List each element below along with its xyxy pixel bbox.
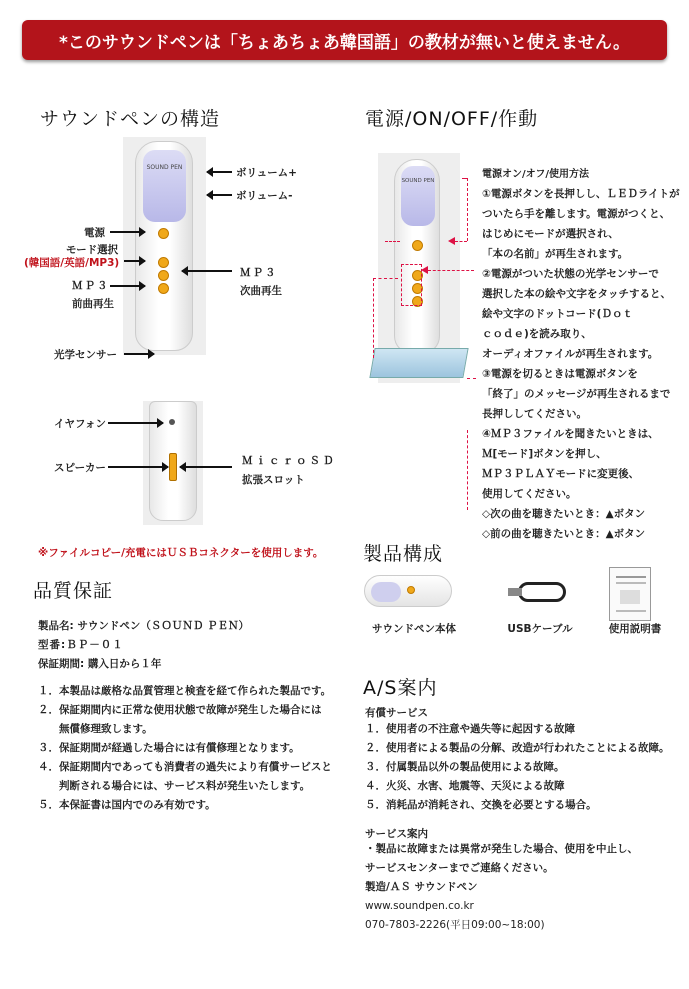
- prev-button-icon: [158, 283, 169, 294]
- warranty-info-line: 型番:ＢＰ－０１: [38, 639, 124, 651]
- pen-screen: [143, 150, 186, 222]
- speaker-slot: [169, 453, 177, 481]
- components-title: 製品構成: [363, 543, 444, 565]
- open-book-icon: [369, 348, 468, 378]
- usb-plug: [508, 588, 522, 596]
- connector-5: [467, 378, 476, 379]
- as-title: A/S案内: [363, 677, 438, 699]
- earphone-jack: [169, 419, 175, 425]
- manual-line: [616, 582, 646, 584]
- warranty-item: ２．保証期間内に正常な使用状態で故障が発生した場合には: [38, 704, 322, 716]
- paid-service-item: ５．消耗品が消耗され、交換を必要とする場合。: [365, 799, 597, 811]
- instruction-line: 絵や文字のドットコード(Ｄｏｔ: [482, 308, 633, 320]
- instruction-line: ①電源ボタンを長押しし、ＬＥＤライトが: [482, 188, 680, 200]
- component-label: サウンドペン本体: [372, 623, 456, 635]
- label-mode-sub: (韓国語/英語/MP3): [24, 257, 120, 269]
- speaker-arrow: [108, 466, 168, 468]
- connector-3v: [373, 278, 374, 358]
- pen-front-photo: [123, 137, 206, 355]
- usb-cable-loop: [518, 582, 566, 602]
- label-sensor: 光学センサー: [54, 349, 117, 361]
- instruction-line: 長押ししてください。: [482, 408, 587, 420]
- next-button-icon: [158, 270, 169, 281]
- instruction-line: ③電源を切るときは電源ボタンを: [482, 368, 638, 380]
- connector-2: [428, 270, 474, 271]
- power-instructions: [482, 166, 687, 544]
- label-speaker: スピーカー: [54, 462, 106, 474]
- volume-down-arrow: [207, 194, 232, 196]
- connector-6: [467, 430, 468, 510]
- manual-icon: [609, 567, 651, 621]
- warranty-info-line: 保証期間: 購入日から１年: [38, 658, 162, 670]
- power-arrow: [110, 231, 145, 233]
- warranty-item: ３．保証期間が経過した場合には有償修理となります。: [38, 742, 300, 754]
- instruction-line: ②電源がついた状態の光学センサーで: [482, 268, 659, 280]
- label-next-track: 次曲再生: [240, 285, 282, 297]
- connector-2-arrow: [421, 266, 428, 274]
- paid-service-list: [365, 720, 685, 815]
- warranty-item: 無償修理致します。: [38, 723, 153, 735]
- service-line: 製造/ＡＳ サウンドペン: [365, 881, 478, 893]
- label-mode: モード選択: [66, 244, 119, 256]
- warranty-info: [38, 617, 249, 674]
- mode-arrow: [124, 260, 145, 262]
- structure-title: サウンドペンの構造: [40, 108, 221, 130]
- service-info: [365, 840, 685, 935]
- instruction-line: ◇次の曲を聴きたいとき：▲ボタン: [482, 508, 646, 520]
- warranty-items: [38, 682, 358, 815]
- warranty-item: ４．保証期間内であっても消費者の過失により有償サービスと: [38, 761, 332, 773]
- mode-button-icon: [158, 257, 169, 268]
- instruction-line: 選択した本の絵や文字をタッチすると、: [482, 288, 671, 300]
- usb-note: ※ファイルコピー/充電にはＵＳＢコネクターを使用します。: [38, 547, 324, 559]
- component-label: USBケーブル: [507, 623, 573, 635]
- connector-1-arrow: [448, 237, 455, 245]
- paid-service-item: ３．付属製品以外の製品使用による故障。: [365, 761, 565, 773]
- usage-pen-screen: [401, 166, 435, 226]
- paid-service-item: １．使用者の不注意や過失等に起因する故障: [365, 723, 575, 735]
- instruction-line: 電源オン/オフ/使用方法: [482, 169, 590, 180]
- instruction-line: ＭＰ３ＰＬＡＹモードに変更後、: [482, 468, 640, 480]
- service-title: サービス案内: [365, 828, 428, 840]
- component-pen-button-icon: [407, 586, 415, 594]
- volume-up-arrow: [207, 171, 232, 173]
- connector-3h: [373, 278, 398, 279]
- instruction-line: ｃｏｄｅ)を読み取り、: [482, 328, 592, 340]
- label-microsd: ＭｉｃｒｏＳＤ: [242, 455, 337, 467]
- service-url[interactable]: www.soundpen.co.kr: [365, 900, 474, 912]
- component-pen-screen: [371, 582, 401, 602]
- label-earphone: イヤフォン: [54, 418, 106, 430]
- label-mp3-prev: ＭＰ３: [72, 280, 110, 292]
- manual-line: [616, 576, 646, 578]
- label-prev-track: 前曲再生: [72, 298, 114, 310]
- instruction-line: 「終了」のメッセージが再生されるまで: [482, 388, 671, 400]
- buttons-highlight: [401, 264, 422, 306]
- paid-service-item: ２．使用者による製品の分解、改造が行われたことによる故障。: [365, 742, 670, 754]
- paid-service-title: 有償サービス: [365, 707, 428, 719]
- earphone-arrow: [108, 422, 163, 424]
- usage-pen-body: [394, 159, 440, 354]
- warranty-item: 判断される場合には、サービス料が発生いたします。: [38, 780, 311, 792]
- label-volume-down: ボリューム-: [236, 190, 293, 202]
- warranty-item: ５．本保証書は国内でのみ有効です。: [38, 799, 216, 811]
- service-line: サービスセンターまでご連絡ください。: [365, 862, 554, 874]
- label-mp3-next: ＭＰ３: [240, 267, 278, 279]
- microsd-arrow: [180, 466, 232, 468]
- instruction-line: はじめにモードが選択され、: [482, 228, 619, 240]
- service-phone: 070-7803-2226(平日09:00~18:00): [365, 919, 545, 931]
- component-pen-image: [364, 575, 452, 607]
- warranty-item: １．本製品は厳格な品質管理と検査を経て作られた製品です。: [38, 685, 332, 697]
- label-power: 電源: [84, 227, 105, 239]
- instruction-line: ◇前の曲を聴きたいとき：▲ボタン: [482, 528, 646, 540]
- warning-banner: *このサウンドペンは「ちょあちょあ韓国語」の教材が無いと使えません。: [22, 20, 667, 60]
- pen-body: [135, 141, 193, 351]
- prev-arrow: [110, 285, 145, 287]
- next-arrow: [182, 270, 232, 272]
- power-button-icon: [158, 228, 169, 239]
- label-slot: 拡張スロット: [242, 474, 305, 486]
- instruction-line: 「本の名前」が再生されます。: [482, 248, 629, 260]
- sensor-arrow: [124, 353, 154, 355]
- pen-side-photo: [143, 401, 203, 525]
- usage-power-icon: [412, 240, 423, 251]
- service-line: ・製品に故障または異常が発生した場合、使用を中止し、: [365, 843, 638, 855]
- connector-4: [385, 241, 400, 242]
- manual-line: [616, 610, 646, 612]
- usb-cable-icon: [508, 578, 572, 606]
- warranty-info-line: 製品名: サウンドペン（ＳＯＵＮＤ ＰＥＮ）: [38, 620, 250, 632]
- connector-1v: [467, 178, 468, 241]
- paid-service-item: ４．火災、水害、地震等、天災による故障: [365, 780, 565, 792]
- warranty-title: 品質保証: [33, 580, 114, 602]
- instruction-line: ④ＭＰ３ファイルを聞きたいときは、: [482, 428, 659, 440]
- instruction-line: Ｍ[モード]ボタンを押し、: [482, 448, 607, 460]
- instruction-line: オーディオファイルが再生されます。: [482, 348, 659, 360]
- instruction-line: ついたら手を離します。電源がつくと、: [482, 208, 671, 220]
- connector-1h: [455, 241, 467, 242]
- instruction-line: 使用してください。: [482, 488, 577, 500]
- component-label: 使用説明書: [608, 623, 662, 635]
- manual-picture: [620, 590, 640, 604]
- pen-brand-label: SOUND PEN: [146, 164, 183, 171]
- power-title: 電源/ON/OFF/作動: [365, 108, 539, 130]
- label-volume-up: ボリューム+: [236, 167, 297, 179]
- usage-pen-brand: SOUND PEN: [401, 178, 435, 184]
